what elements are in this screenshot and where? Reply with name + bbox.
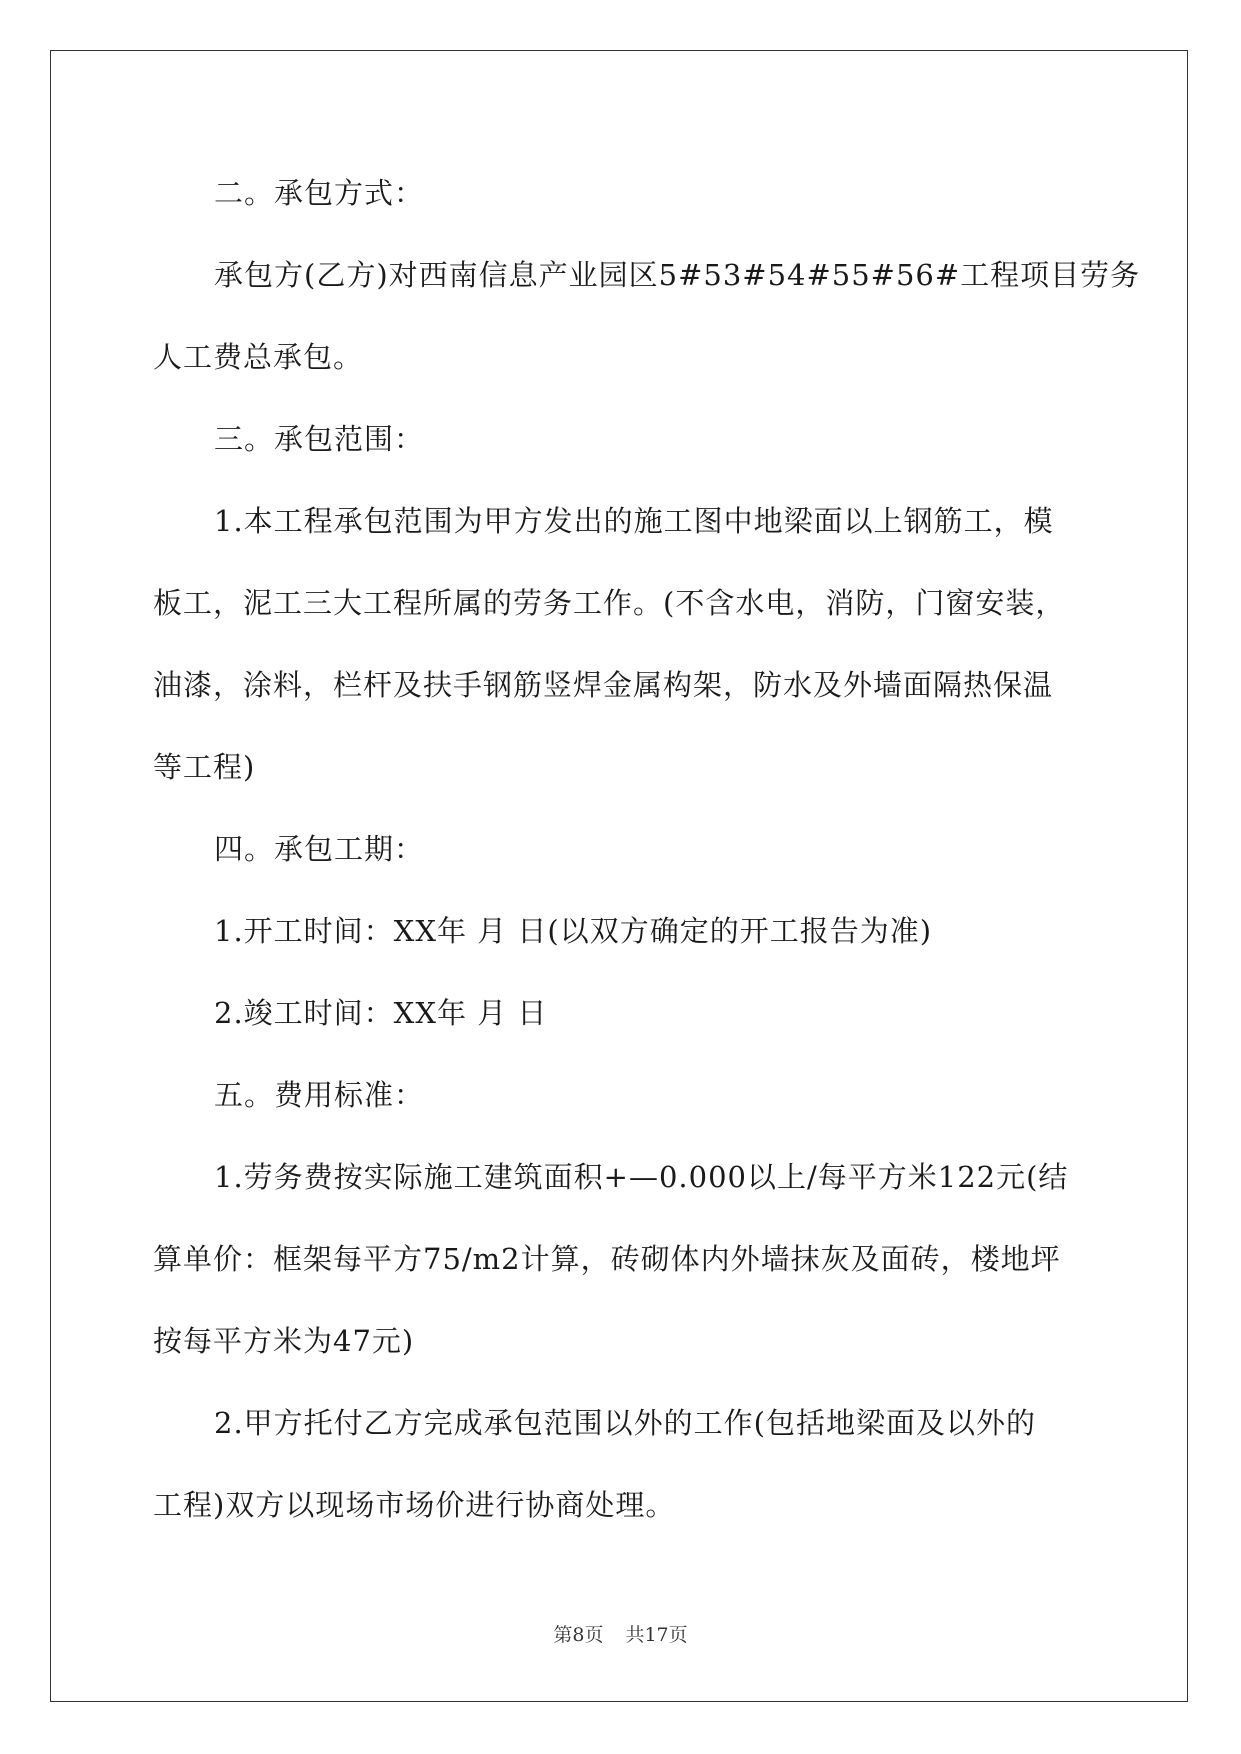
paragraph-line: 按每平方米为47元) [153, 1324, 415, 1358]
paragraph-line: 1.本工程承包范围为甲方发出的施工图中地梁面以上钢筋工，模 [214, 504, 1054, 538]
paragraph-line: 油漆，涂料，栏杆及扶手钢筋竖焊金属构架，防水及外墙面隔热保温 [153, 668, 1054, 702]
paragraph-line: 1.开工时间：XX年 月 日(以双方确定的开工报告为准) [214, 914, 933, 948]
paragraph-line: 人工费总承包。 [153, 340, 364, 374]
paragraph-line: 工程)双方以现场市场价进行协商处理。 [153, 1488, 676, 1522]
section-heading: 二。承包方式： [214, 176, 425, 210]
section-heading: 四。承包工期： [214, 832, 425, 866]
paragraph-line: 等工程) [153, 750, 256, 784]
paragraph-line: 1.劳务费按实际施工建筑面积+—0.000以上/每平方米122元(结 [214, 1160, 1069, 1194]
section-heading: 三。承包范围： [214, 422, 425, 456]
paragraph-line: 承包方(乙方)对西南信息产业园区5#53#54#55#56#工程项目劳务 [214, 258, 1141, 292]
document-body [153, 152, 1141, 1546]
paragraph-line: 板工，泥工三大工程所属的劳务工作。(不含水电，消防，门窗安装， [153, 586, 1066, 620]
page-footer [0, 1620, 1241, 1647]
paragraph-line: 2.竣工时间：XX年 月 日 [214, 996, 548, 1030]
section-heading: 五。费用标准： [214, 1078, 425, 1112]
paragraph-line: 2.甲方托付乙方完成承包范围以外的工作(包括地梁面及以外的 [214, 1406, 1036, 1440]
page-number: 第8页 [553, 1624, 604, 1646]
paragraph-line: 算单价：框架每平方75/m2计算，砖砌体内外墙抹灰及面砖，楼地坪 [153, 1242, 1061, 1276]
page-total: 共17页 [625, 1624, 688, 1646]
